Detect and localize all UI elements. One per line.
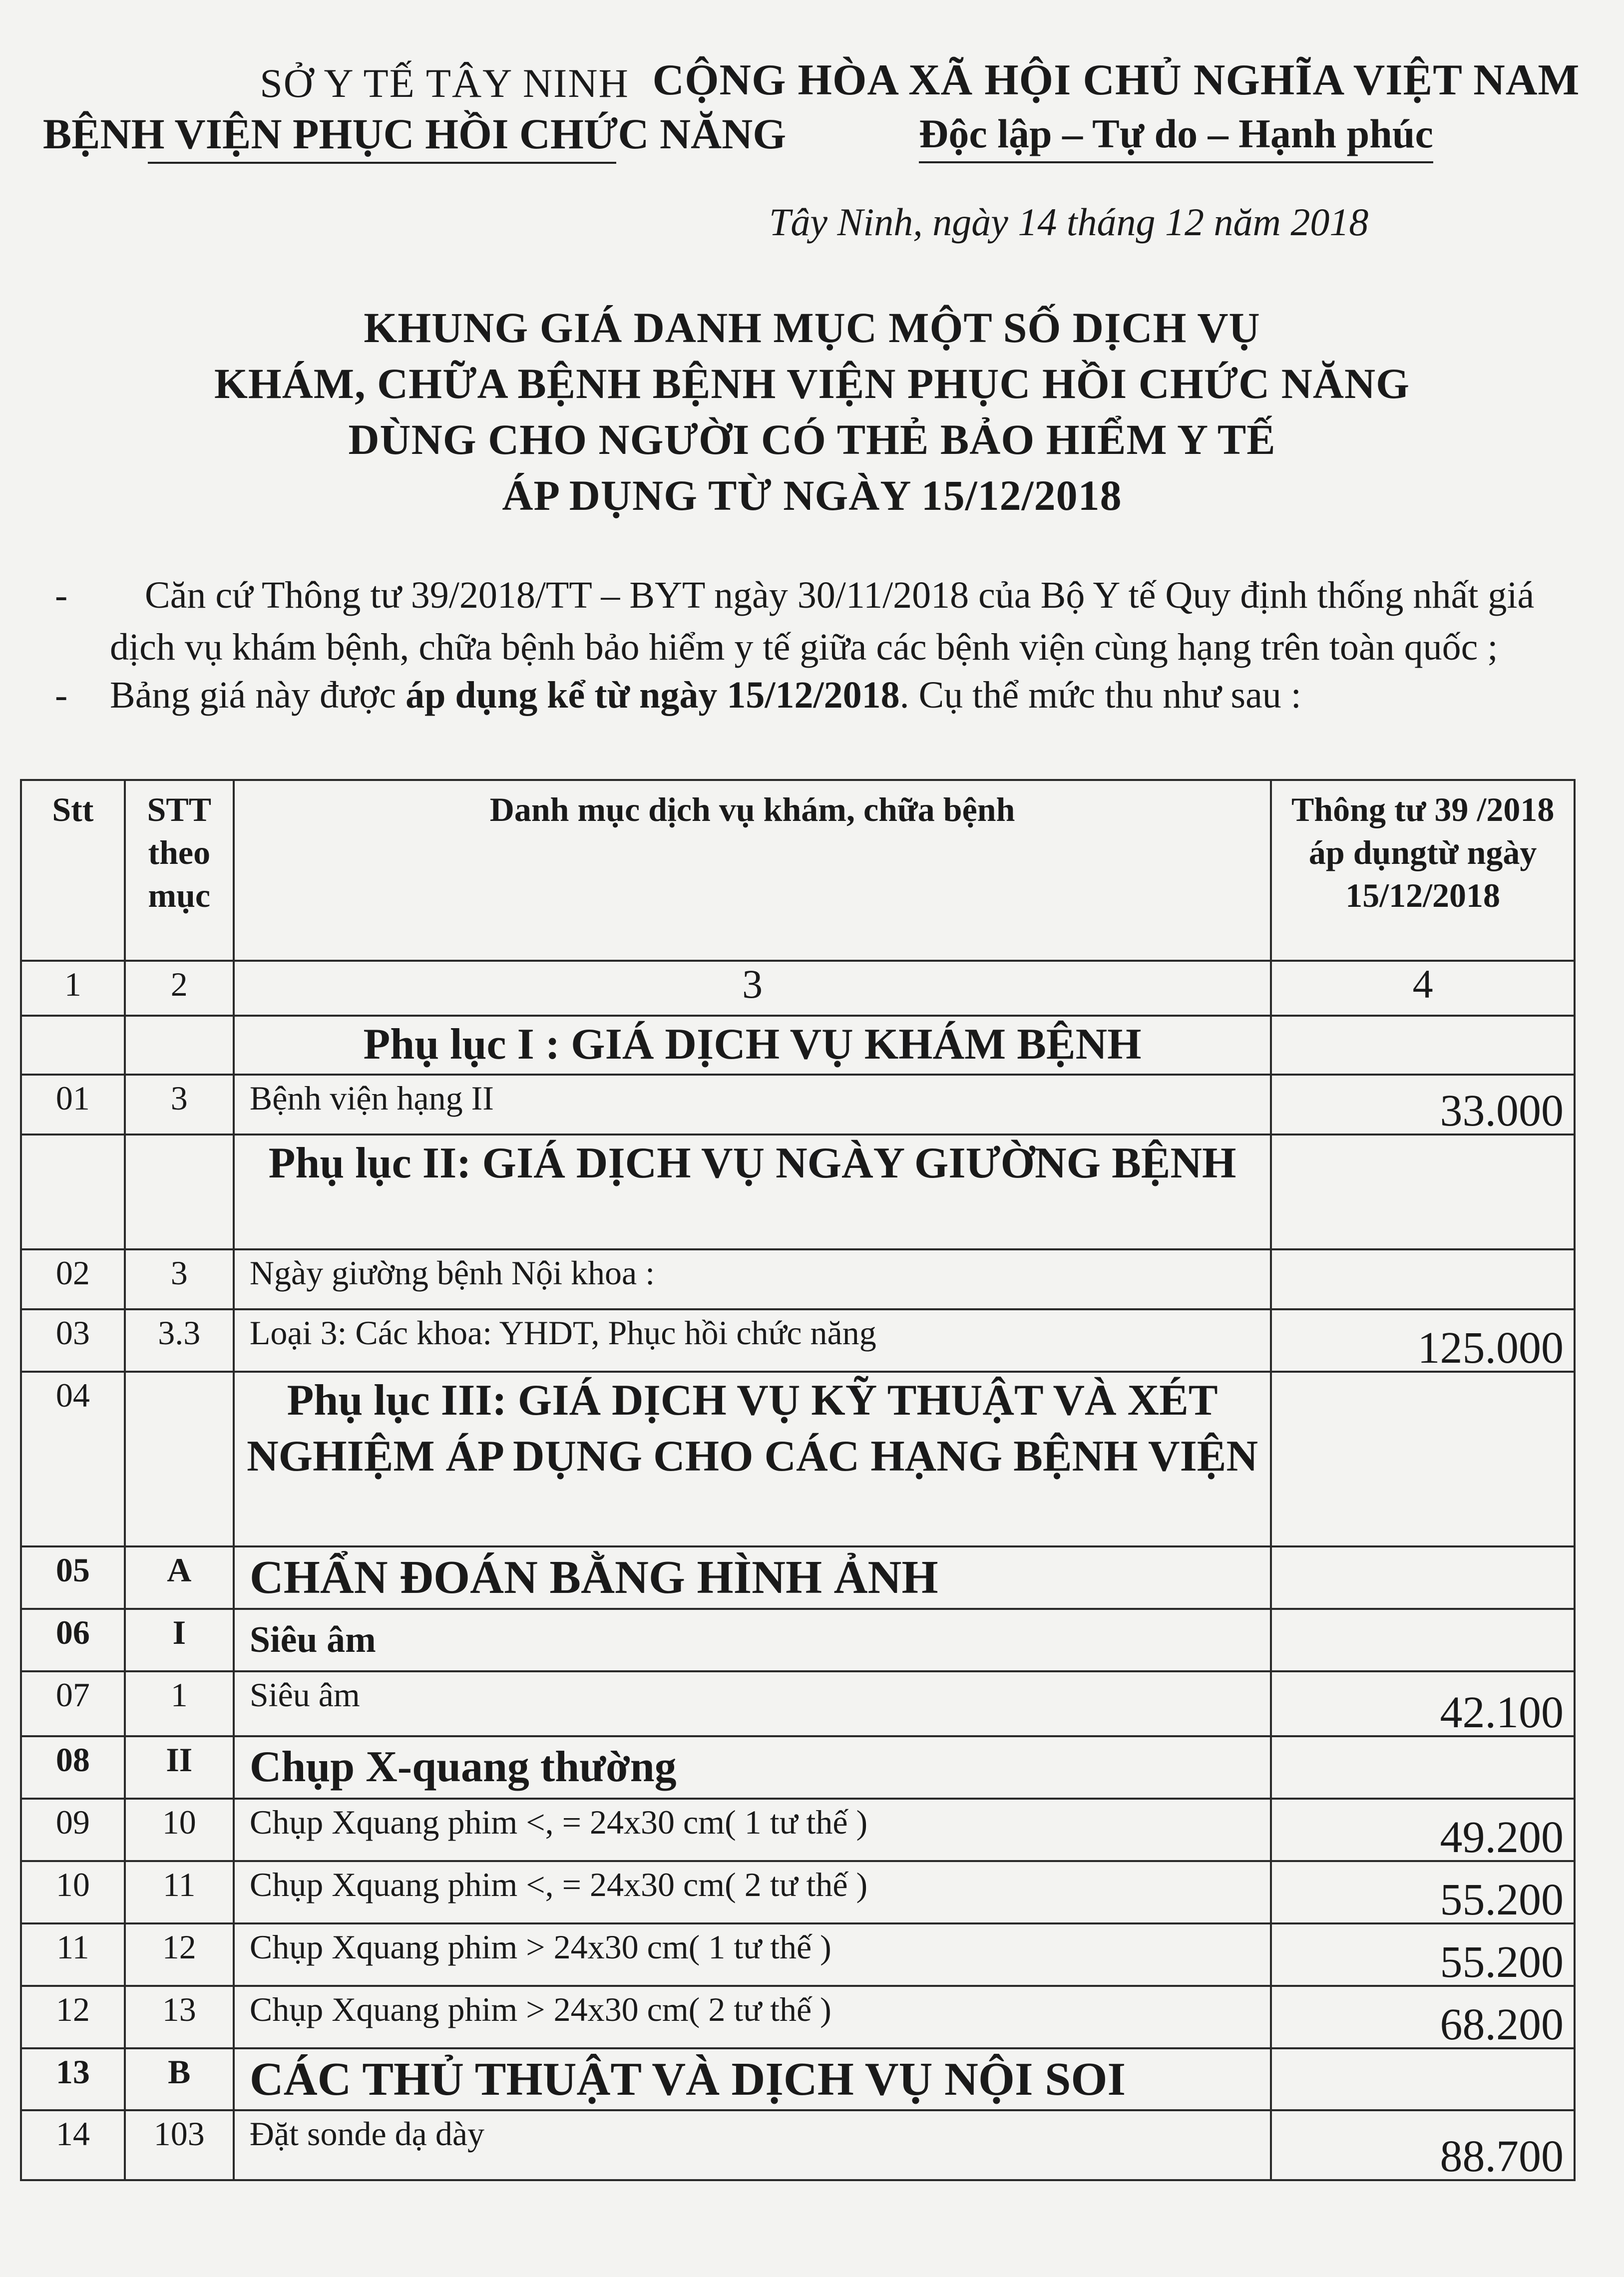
row-muc: 10 (125, 1799, 234, 1861)
price-table (20, 779, 1576, 2181)
row-muc: B (125, 2048, 234, 2110)
row-muc: 1 (125, 1671, 234, 1736)
col-number-2: 2 (125, 961, 234, 1016)
column-number-row (21, 961, 1575, 1016)
bullet-dash: - (55, 574, 68, 616)
row-price (1271, 1546, 1575, 1609)
date-line: Tây Ninh, ngày 14 tháng 12 năm 2018 (769, 200, 1369, 244)
legal-basis-line-1: Căn cứ Thông tư 39/2018/TT – BYT ngày 30/11/2018 của Bộ Y tế Quy định thống nhất giá (145, 574, 1535, 616)
table-row (21, 1249, 1575, 1309)
row-name: Chụp Xquang phim <, = 24x30 cm( 2 tư thế ) (234, 1861, 1271, 1923)
row-name: Đặt sonde dạ dày (234, 2110, 1271, 2180)
row-price: 88.700 (1271, 2110, 1575, 2180)
motto-text: Độc lập – Tự do – Hạnh phúc (919, 111, 1433, 156)
table-header-row (21, 780, 1575, 961)
row-name: Chụp Xquang phim <, = 24x30 cm( 1 tư thế ) (234, 1799, 1271, 1861)
section-title: Phụ lục II: GIÁ DỊCH VỤ NGÀY GIƯỜNG BỆNH (234, 1135, 1271, 1249)
row-price: 68.200 (1271, 1986, 1575, 2048)
row-stt: 10 (21, 1861, 125, 1923)
table-row (21, 1736, 1575, 1799)
table-row (21, 1075, 1575, 1135)
row-price: 42.100 (1271, 1671, 1575, 1736)
row-name: CÁC THỦ THUẬT VÀ DỊCH VỤ NỘI SOI (234, 2048, 1271, 2110)
row-muc: I (125, 1609, 234, 1671)
motto-underline (919, 161, 1433, 163)
row-price (1271, 1249, 1575, 1309)
col-number-4: 4 (1271, 961, 1575, 1016)
header-danh-muc: Danh mục dịch vụ khám, chữa bệnh (234, 780, 1271, 961)
header-thong-tu: Thông tư 39 /2018 áp dụngtừ ngày 15/12/2018 (1271, 780, 1575, 961)
row-name: Siêu âm (234, 1671, 1271, 1736)
title-line-1: KHUNG GIÁ DANH MỤC MỘT SỐ DỊCH VỤ (364, 304, 1260, 352)
row-price (1271, 1736, 1575, 1799)
row-price: 55.200 (1271, 1923, 1575, 1986)
table-row (21, 1986, 1575, 2048)
national-motto-block (629, 55, 1603, 157)
title-line-3: DÙNG CHO NGƯỜI CÓ THẺ BẢO HIỂM Y TẾ (348, 415, 1276, 463)
row-stt: 12 (21, 1986, 125, 2048)
table-row (21, 2048, 1575, 2110)
row-stt: 07 (21, 1671, 125, 1736)
row-price: 55.200 (1271, 1861, 1575, 1923)
row-muc: II (125, 1736, 234, 1799)
table-row (21, 1609, 1575, 1671)
country-name: CỘNG HÒA XÃ HỘI CHỦ NGHĨA VIỆT NAM (652, 56, 1580, 104)
table-row (21, 1309, 1575, 1372)
row-stt: 04 (21, 1372, 125, 1546)
title-line-4: ÁP DỤNG TỪ NGÀY 15/12/2018 (502, 471, 1122, 519)
col-number-1: 1 (21, 961, 125, 1016)
row-muc: 3 (125, 1249, 234, 1309)
row-stt: 05 (21, 1546, 125, 1609)
row-stt: 08 (21, 1736, 125, 1799)
effective-text-bold: áp dụng kể từ ngày 15/12/2018 (406, 674, 900, 716)
row-muc (125, 1372, 234, 1546)
row-stt: 11 (21, 1923, 125, 1986)
table-row (21, 1799, 1575, 1861)
section-row-phu-luc-2 (21, 1135, 1575, 1249)
section-row-phu-luc-3 (21, 1372, 1575, 1546)
row-muc: 11 (125, 1861, 234, 1923)
row-name: Siêu âm (234, 1609, 1271, 1671)
row-name: Chụp X-quang thường (234, 1736, 1271, 1799)
row-muc: 3 (125, 1075, 234, 1135)
row-stt: 14 (21, 2110, 125, 2180)
hospital-name-text: BỆNH VIỆN PHỤC HỒI CHỨC NĂNG (42, 110, 787, 158)
section-title: Phụ lục III: GIÁ DỊCH VỤ KỸ THUẬT VÀ XÉT NGHIỆM ÁP DỤNG CHO CÁC HẠNG BỆNH VIỆN (234, 1372, 1271, 1546)
title-line-2: KHÁM, CHỮA BỆNH BỆNH VIỆN PHỤC HỒI CHỨC NĂNG (214, 360, 1410, 407)
effective-text-before: Bảng giá này được (110, 674, 406, 716)
row-muc: A (125, 1546, 234, 1609)
row-name: Chụp Xquang phim > 24x30 cm( 1 tư thế ) (234, 1923, 1271, 1986)
effective-text (45, 669, 1608, 721)
row-price (1271, 2048, 1575, 2110)
section-title: Phụ lục I : GIÁ DỊCH VỤ KHÁM BỆNH (234, 1016, 1271, 1075)
bullet-dash: - (55, 674, 68, 716)
department-name: SỞ Y TẾ TÂY NINH (260, 60, 629, 106)
header-stt-muc: STT theo mục (125, 780, 234, 961)
paragraph-effective (45, 669, 1608, 721)
row-price: 125.000 (1271, 1309, 1575, 1372)
row-name: Loại 3: Các khoa: YHDT, Phục hồi chức năng (234, 1309, 1271, 1372)
row-muc: 13 (125, 1986, 234, 2048)
row-price (1271, 1609, 1575, 1671)
row-stt: 09 (21, 1799, 125, 1861)
header-stt: Stt (21, 780, 125, 961)
row-muc: 12 (125, 1923, 234, 1986)
row-muc: 103 (125, 2110, 234, 2180)
table-row (21, 1671, 1575, 1736)
row-stt: 13 (21, 2048, 125, 2110)
row-muc: 3.3 (125, 1309, 234, 1372)
col-number-3: 3 (234, 961, 1271, 1016)
row-name: Chụp Xquang phim > 24x30 cm( 2 tư thế ) (234, 1986, 1271, 2048)
table-row (21, 1861, 1575, 1923)
table-row (21, 1546, 1575, 1609)
hospital-underline (148, 162, 616, 164)
section-row-phu-luc-1 (21, 1016, 1575, 1075)
row-stt: 01 (21, 1075, 125, 1135)
effective-text-after: . Cụ thể mức thu như sau : (899, 674, 1301, 716)
table-row (21, 1923, 1575, 1986)
row-name: Ngày giường bệnh Nội khoa : (234, 1249, 1271, 1309)
row-stt: 03 (21, 1309, 125, 1372)
row-stt: 06 (21, 1609, 125, 1671)
row-name: Bệnh viện hạng II (234, 1075, 1271, 1135)
row-name: CHẨN ĐOÁN BẰNG HÌNH ẢNH (234, 1546, 1271, 1609)
legal-basis-line-2: dịch vụ khám bệnh, chữa bệnh bảo hiểm y tế giữa các bệnh viện cùng hạng trên toàn quốc ; (110, 626, 1498, 668)
row-price: 33.000 (1271, 1075, 1575, 1135)
paragraph-legal-basis (45, 569, 1608, 673)
row-price: 49.200 (1271, 1799, 1575, 1861)
document-title (0, 300, 1624, 523)
row-stt: 02 (21, 1249, 125, 1309)
table-row (21, 2110, 1575, 2180)
motto (919, 110, 1433, 157)
